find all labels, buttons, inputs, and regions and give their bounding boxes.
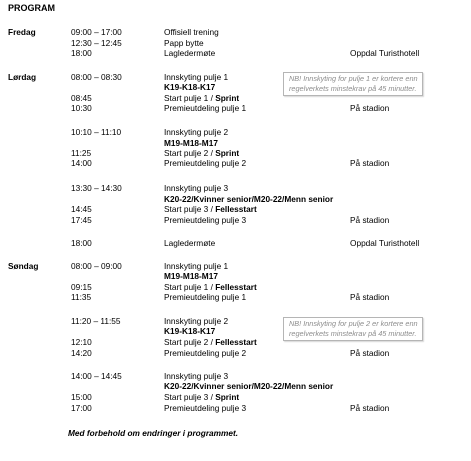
row-event: Premieutdeling pulje 3 <box>164 403 247 413</box>
row-time: 14:45 <box>71 204 92 214</box>
row-time: 13:30 – 14:30 <box>71 183 122 193</box>
note-line: regelverkets minstekrav på 45 minutter. <box>289 329 417 338</box>
row-location: På stadion <box>350 348 390 358</box>
row-event-prefix: Start pulje 2 / <box>164 148 216 158</box>
row-time: 14:00 <box>71 158 92 168</box>
row-start-event <box>164 282 257 292</box>
row-time: 11:20 – 11:55 <box>71 316 121 326</box>
row-time: 11:35 <box>71 292 92 302</box>
row-time: 12:10 <box>71 337 92 347</box>
note-line: NB! Innskyting for pulje 2 er kortere enn <box>289 319 418 328</box>
row-time: 09:00 – 17:00 <box>71 27 122 37</box>
row-event: Innskyting pulje 2 <box>164 316 229 326</box>
row-format: Fellesstart <box>215 282 257 292</box>
row-time: 10:30 <box>71 103 92 113</box>
row-event: Innskyting pulje 3 <box>164 371 229 381</box>
row-group <box>164 194 333 204</box>
row-time: 08:45 <box>71 93 92 103</box>
row-event: Innskyting pulje 2 <box>164 127 229 137</box>
row-event: Innskyting pulje 3 <box>164 183 229 193</box>
row-location: På stadion <box>350 292 390 302</box>
row-location: På stadion <box>350 403 390 413</box>
row-time: 14:00 – 14:45 <box>71 371 122 381</box>
row-event: Premieutdeling pulje 2 <box>164 158 247 168</box>
day-label-lordag: Lørdag <box>8 72 37 82</box>
row-location: Oppdal Turisthotell <box>350 48 420 58</box>
row-group <box>164 326 215 336</box>
row-event-prefix: Start pulje 2 / <box>164 337 216 347</box>
row-event: Lagledermøte <box>164 238 216 248</box>
row-format: Sprint <box>215 392 240 402</box>
row-event-prefix: Start pulje 3 / <box>164 204 216 214</box>
day-label-sondag: Søndag <box>8 261 39 271</box>
row-time: 08:00 – 09:00 <box>71 261 122 271</box>
row-event: Premieutdeling pulje 1 <box>164 292 247 302</box>
row-event: Premieutdeling pulje 2 <box>164 348 247 358</box>
row-format: Fellesstart <box>215 204 257 214</box>
row-time: 17:00 <box>71 403 92 413</box>
note-pulje-2 <box>283 317 423 341</box>
note-line: NB! Innskyting for pulje 1 er kortere enn <box>289 74 418 83</box>
row-time: 17:45 <box>71 215 92 225</box>
row-time: 18:00 <box>71 48 92 58</box>
row-class-list: K20-22/Kvinner senior/M20-22/Menn senior <box>164 194 334 204</box>
row-event-prefix: Start pulje 1 / <box>164 93 216 103</box>
row-event: Offisiell trening <box>164 27 219 37</box>
row-start-event <box>164 204 257 214</box>
row-group <box>164 381 333 391</box>
row-event: Innskyting pulje 1 <box>164 261 229 271</box>
row-event: Innskyting pulje 1 <box>164 72 229 82</box>
row-time: 15:00 <box>71 392 92 402</box>
row-start-event <box>164 148 239 158</box>
row-event-prefix: Start pulje 1 / <box>164 282 216 292</box>
row-time: 11:25 <box>71 148 92 158</box>
row-format: Sprint <box>215 148 240 158</box>
row-group <box>164 271 218 281</box>
day-label-fredag: Fredag <box>8 27 36 37</box>
row-class-list: K19-K18-K17 <box>164 82 216 92</box>
row-event: Premieutdeling pulje 3 <box>164 215 247 225</box>
row-time: 14:20 <box>71 348 92 358</box>
note-line: regelverkets minstekrav på 45 minutter. <box>289 84 417 93</box>
row-event: Lagledermøte <box>164 48 216 58</box>
row-group <box>164 82 215 92</box>
row-start-event <box>164 93 239 103</box>
row-class-list: M19-M18-M17 <box>164 271 218 281</box>
row-event-prefix: Start pulje 3 / <box>164 392 216 402</box>
row-location: Oppdal Turisthotell <box>350 238 420 248</box>
row-class-list: M19-M18-M17 <box>164 138 218 148</box>
row-event: Papp bytte <box>164 38 204 48</box>
row-event: Premieutdeling pulje 1 <box>164 103 247 113</box>
row-format: Sprint <box>215 93 240 103</box>
row-location: På stadion <box>350 215 390 225</box>
row-start-event <box>164 337 257 347</box>
note-pulje-1 <box>283 72 423 96</box>
row-location: På stadion <box>350 103 390 113</box>
row-time: 18:00 <box>71 238 92 248</box>
row-time: 09:15 <box>71 282 92 292</box>
row-start-event <box>164 392 239 402</box>
row-location: På stadion <box>350 158 390 168</box>
row-class-list: K19-K18-K17 <box>164 326 216 336</box>
row-format: Fellesstart <box>215 337 257 347</box>
row-time: 10:10 – 11:10 <box>71 127 122 137</box>
row-time: 12:30 – 12:45 <box>71 38 122 48</box>
row-group <box>164 138 218 148</box>
row-class-list: K20-22/Kvinner senior/M20-22/Menn senior <box>164 381 334 391</box>
page-title: PROGRAM <box>8 3 55 13</box>
disclaimer: Med forbehold om endringer i programmet. <box>68 428 239 438</box>
row-time: 08:00 – 08:30 <box>71 72 122 82</box>
